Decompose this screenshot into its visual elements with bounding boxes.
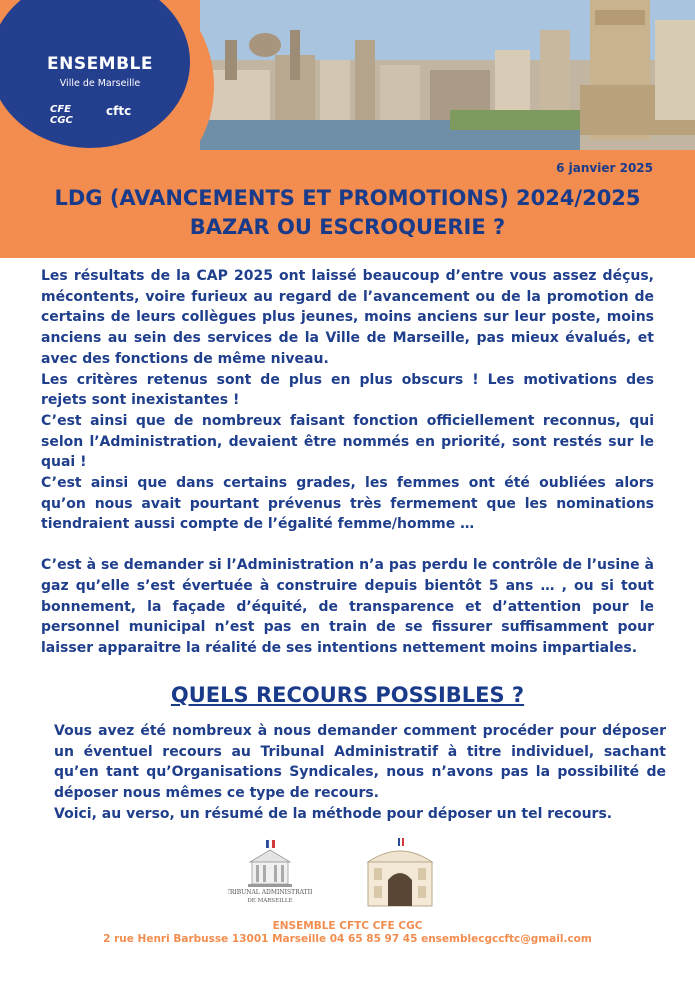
paragraph: C’est ainsi que de nombreux faisant fonction officiellement reconnus, qui selon l’Administration, devaient être nommés en priorité, sont restés sur le quai ! — [41, 412, 654, 471]
marseille-photo — [200, 0, 695, 150]
logo-blue-circle — [0, 0, 190, 148]
tribunal-line1: TRIBUNAL ADMINISTRATIF — [228, 889, 312, 896]
document-date: 6 janvier 2025 — [556, 161, 653, 175]
paragraph: C’est à se demander si l’Administration n’a pas perdu le contrôle de l’usine à gaz qu’elle s’est évertuée à construire depuis bientôt 5 ans … , ou si tout bonnement, la façade d’équité, de transparence et d’attention pour le personnel municipal n’est pas en train de se fissurer suffisamment pour laisser apparaitre la réalité de ses intentions nettement moins impartiales. — [41, 557, 654, 656]
cftc-logo: cftc — [106, 104, 132, 118]
paragraph: Les résultats de la CAP 2025 ont laissé beaucoup d’entre vous assez déçus, mécontents, voire furieux au regard de l’avancement ou de la promotion de certains de leurs collègues plus jeunes, moins anciens sur leur poste, moins anciens au sein des services de la Ville de Marseille, pas mieux évalués, et avec des fonctions de même niveau. — [41, 268, 654, 367]
recours-text — [54, 721, 666, 825]
paragraph: C’est ainsi que dans certains grades, les femmes ont été oubliées alors qu’on nous avait pourtant prévenus très fermement que les nominations tiendraient aussi compte de l’égalité femme/homme … — [41, 475, 654, 533]
paragraph: Les critères retenus sont de plus en plus obscurs ! Les motivations des rejets sont inexistantes ! — [41, 371, 654, 409]
main-text — [41, 266, 654, 659]
paragraph: Voici, au verso, un résumé de la méthode pour déposer un tel recours. — [54, 805, 613, 822]
cfe-cgc-logo: CFE CGC — [50, 104, 73, 126]
logo-subtitle: Ville de Marseille — [59, 78, 141, 89]
page-title: LDG (AVANCEMENTS ET PROMOTIONS) 2024/2025 — [54, 186, 641, 210]
page-subtitle: BAZAR OU ESCROQUERIE ? — [189, 215, 506, 239]
footer-contact: 2 rue Henri Barbusse 13001 Marseille 04 65 85 97 45 ensemblecgccftc@gmail.com — [103, 933, 592, 945]
footer-organisation: ENSEMBLE CFTC CFE CGC — [272, 920, 423, 932]
paragraph: Vous avez été nombreux à nous demander comment procéder pour déposer un éventuel recours au Tribunal Administratif à titre individuel, sachant qu’en tant qu’Organisations Syndicales, nous n’avons pas la possibilité de déposer nous mêmes ce type de recours. — [54, 723, 666, 802]
tribunal-line2: DE MARSEILLE — [247, 898, 293, 904]
logo-title: ENSEMBLE — [46, 54, 154, 74]
section-heading — [0, 683, 695, 707]
tribunal-logo — [228, 838, 312, 908]
tribunal-building-drawing — [360, 836, 440, 912]
section-heading-text: QUELS RECOURS POSSIBLES ? — [170, 683, 525, 707]
